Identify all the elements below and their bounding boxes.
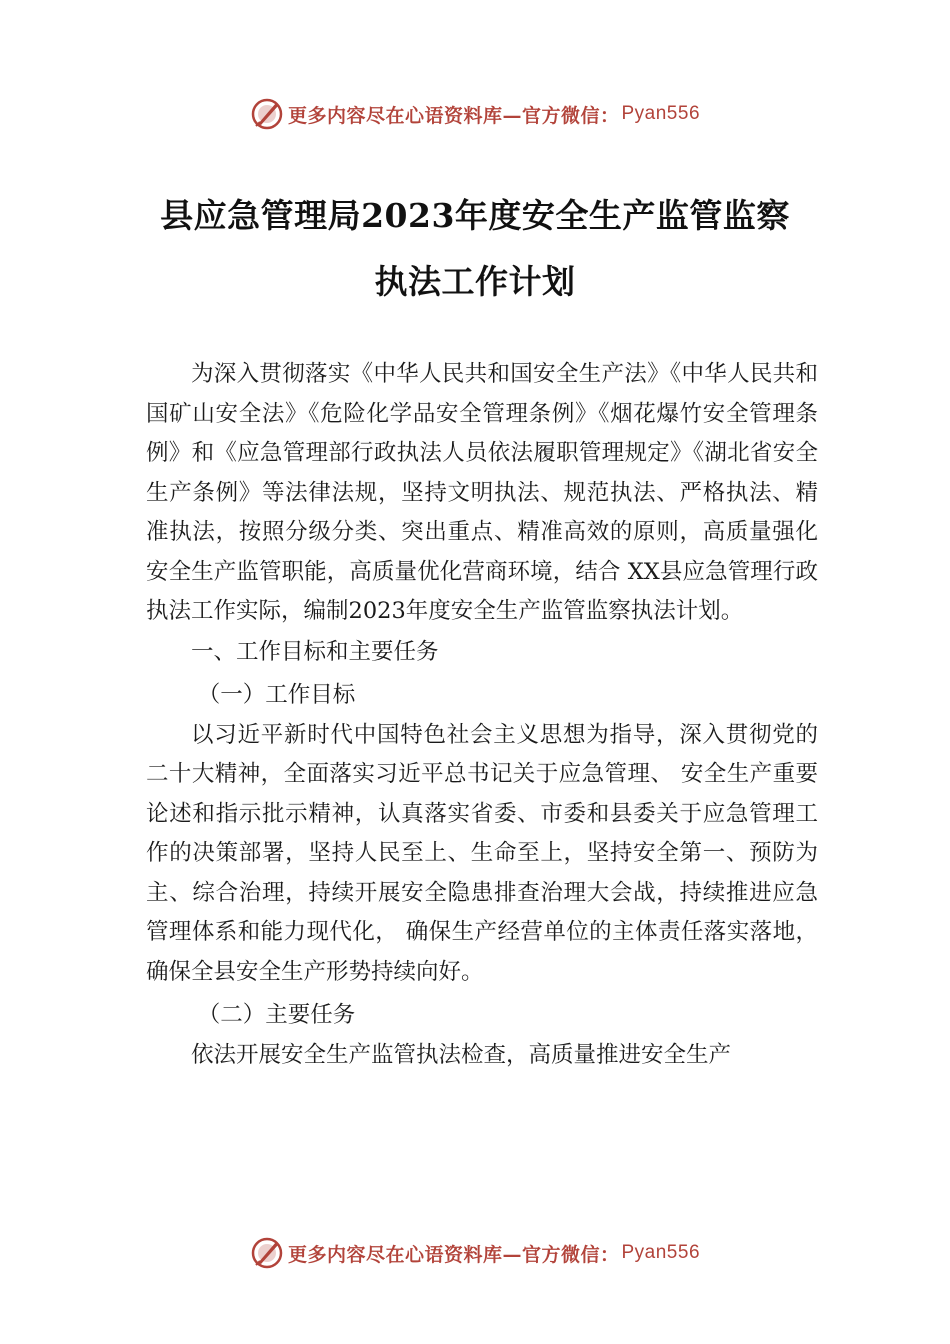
watermark-banner-top [0, 94, 950, 134]
quill-pen-seal-icon [250, 97, 284, 131]
watermark-text: 更多内容尽在心语资料库—官方微信： [287, 104, 620, 127]
watermark-handle: Pyan556 [621, 1242, 701, 1263]
document-title-line-1: 县应急管理局2023年度安全生产监管监察 [160, 196, 790, 235]
goal-paragraph: 以习近平新时代中国特色社会主义思想为指导，深入贯彻党的二十大精神，全面落实习近平总书记关于应急管理、 安全生产重要论述和指示批示精神，认真落实省委、市委和县委关于应急管理工作的决策部署，坚持人民至上、生命至上，坚持安全第一、预防为主、综合治理，持续开展安全隐患排查治理大会战，持续推进应急管理体系和能力现代化， 确保生产经营单位的主体责任落实落地，确保全县安全生产形势持续向好。 [146, 721, 818, 985]
watermark-text: 更多内容尽在心语资料库—官方微信： [287, 1243, 620, 1266]
intro-paragraph: 为深入贯彻落实《中华人民共和国安全生产法》《中华人民共和国矿山安全法》《危险化学品安全管理条例》《烟花爆竹安全管理条例》和《应急管理部行政执法人员依法履职管理规定》《湖北省安全生产条例》等法律法规，坚持文明执法、规范执法、严格执法、精准执法，按照分级分类、突出重点、精准高效的原则，高质量强化安全生产监管职能，高质量优化营商环境，结合 XX县应急管理行政执法工作实际，编制2023年度安全生产监管监察执法计划。 [146, 361, 818, 624]
task-paragraph: 依法开展安全生产监管执法检查，高质量推进安全生产 [191, 1041, 732, 1068]
subsection-heading-1: （一）工作目标 [197, 682, 356, 708]
subsection-heading-2: （二）主要任务 [197, 1002, 356, 1028]
document-title-line-2: 执法工作计划 [374, 262, 576, 301]
watermark-handle: Pyan556 [621, 103, 701, 124]
quill-pen-seal-icon [250, 1236, 284, 1270]
watermark-banner-bottom [0, 1233, 950, 1273]
document-body [146, 355, 818, 1075]
section-heading-1: 一、工作目标和主要任务 [191, 638, 439, 665]
